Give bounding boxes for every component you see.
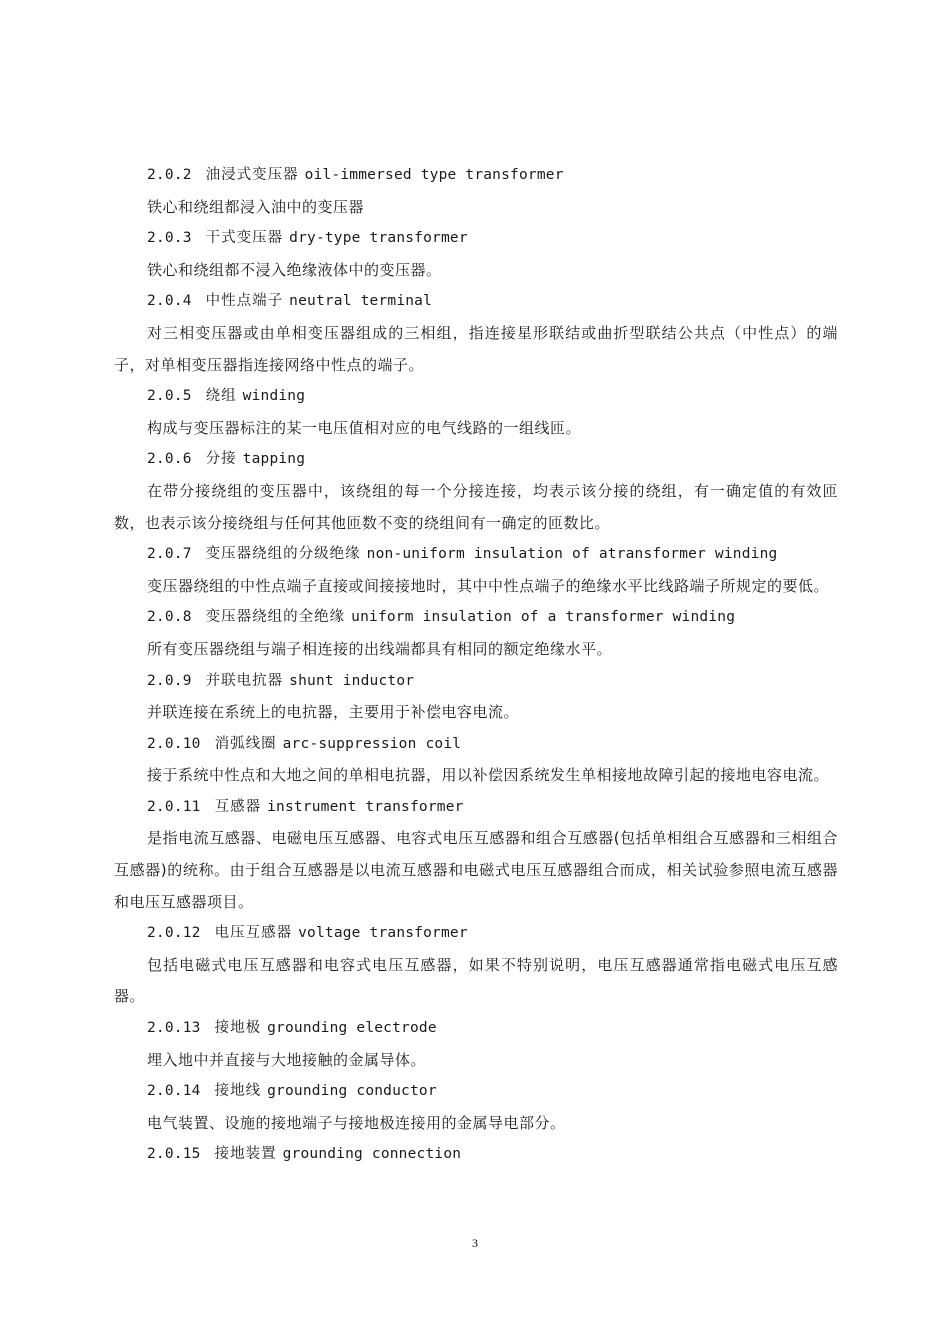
entry-heading-2-0-5 [114, 381, 838, 413]
entry-definition: 是指电流互感器、电磁电压互感器、电容式电压互感器和组合互感器(包括单相组合互感器和三相组合互感器)的统称。由于组合互感器是以电流互感器和电磁式电压互感器组合而成，相关试验参照电流互感器和电压互感器项目。 [114, 829, 838, 911]
entry-definition: 构成与变压器标注的某一电压值相对应的电气线路的一组线匝。 [147, 418, 582, 437]
entry-definition: 埋入地中并直接与大地接触的金属导体。 [147, 1050, 427, 1069]
entry-term-zh: 消弧线圈 [214, 735, 277, 752]
entry-heading-2-0-3 [114, 223, 838, 255]
entry-definition: 铁心和绕组都浸入油中的变压器 [147, 197, 365, 216]
entry-term-zh: 变压器绕组的分级绝缘 [205, 546, 361, 563]
entry-term-en: neutral terminal [289, 293, 433, 310]
entry-heading-2-0-12 [114, 918, 838, 950]
entry-term-en: tapping [242, 451, 306, 468]
entry-definition: 并联连接在系统上的电抗器，主要用于补偿电容电流。 [147, 703, 520, 722]
entry-term-en: grounding conductor [267, 1083, 437, 1100]
entry-term-en: dry-type transformer [289, 230, 468, 247]
entry-definition: 在带分接绕组的变压器中，该绕组的每一个分接连接，均表示该分接的绕组，有一确定值的有效匝数，也表示该分接绕组与任何其他匝数不变的绕组间有一确定的匝数比。 [114, 481, 838, 532]
entry-heading-2-0-11 [114, 792, 838, 824]
entry-term-en: instrument transformer [267, 798, 464, 815]
entry-definition: 所有变压器绕组与端子相连接的出线端都具有相同的额定绝缘水平。 [147, 639, 613, 658]
entry-term-en: grounding electrode [267, 1020, 437, 1037]
entry-number: 2.0.12 [147, 925, 201, 942]
entry-heading-2-0-10 [114, 729, 838, 761]
entry-heading-2-0-6 [114, 444, 838, 476]
entry-heading-2-0-7 [114, 539, 838, 571]
entry-number: 2.0.6 [147, 451, 192, 468]
entry-definition: 铁心和绕组都不浸入绝缘液体中的变压器。 [147, 260, 442, 279]
entry-term-zh: 接地线 [214, 1083, 262, 1100]
entry-term-en: voltage transformer [298, 925, 468, 942]
entry-term-zh: 电压互感器 [214, 925, 293, 942]
entry-number: 2.0.14 [147, 1083, 201, 1100]
entry-number: 2.0.2 [147, 167, 192, 183]
entry-number: 2.0.8 [147, 609, 192, 626]
entry-number: 2.0.11 [147, 798, 201, 815]
entry-heading-2-0-13 [114, 1013, 838, 1045]
term-definitions [114, 160, 838, 1171]
entry-term-en: non-uniform insulation of atransformer winding [366, 546, 778, 563]
entry-number: 2.0.13 [147, 1020, 201, 1037]
entry-term-en: oil-immersed type transformer [304, 167, 564, 183]
entry-term-zh: 干式变压器 [205, 230, 284, 247]
entry-heading-2-0-14 [114, 1076, 838, 1108]
entry-heading-2-0-15 [114, 1139, 838, 1171]
entry-term-zh: 接地装置 [214, 1146, 277, 1163]
entry-heading-2-0-9 [114, 666, 838, 698]
entry-term-zh: 油浸式变压器 [205, 167, 299, 183]
entry-term-zh: 并联电抗器 [205, 672, 284, 689]
page-number: 3 [472, 1236, 478, 1250]
entry-term-zh: 接地极 [214, 1020, 262, 1037]
entry-heading-2-0-2 [114, 160, 838, 192]
entry-term-en: shunt inductor [289, 672, 415, 689]
entry-definition: 包括电磁式电压互感器和电容式电压互感器，如果不特别说明，电压互感器通常指电磁式电压互感器。 [114, 955, 838, 1006]
entry-number: 2.0.9 [147, 672, 192, 689]
entry-term-zh: 分接 [205, 451, 237, 468]
entry-number: 2.0.10 [147, 735, 201, 752]
entry-number: 2.0.4 [147, 293, 192, 310]
entry-number: 2.0.3 [147, 230, 192, 247]
entry-heading-2-0-8 [114, 602, 838, 634]
entry-term-zh: 绕组 [205, 388, 237, 405]
entry-term-zh: 变压器绕组的全绝缘 [205, 609, 346, 626]
entry-term-zh: 中性点端子 [205, 293, 284, 310]
entry-definition: 变压器绕组的中性点端子直接或间接接地时，其中中性点端子的绝缘水平比线路端子所规定的要低。 [147, 576, 830, 595]
entry-definition: 电气装置、设施的接地端子与接地极连接用的金属导电部分。 [147, 1113, 566, 1132]
entry-number: 2.0.7 [147, 546, 192, 563]
entry-term-en: winding [242, 388, 306, 405]
entry-number: 2.0.15 [147, 1146, 201, 1163]
entry-term-en: grounding connection [282, 1146, 462, 1163]
entry-definition: 对三相变压器或由单相变压器组成的三相组，指连接星形联结或曲折型联结公共点（中性点）的端子，对单相变压器指连接网络中性点的端子。 [114, 323, 838, 374]
entry-term-zh: 互感器 [214, 798, 262, 815]
entry-term-en: arc-suppression coil [282, 735, 462, 752]
entry-number: 2.0.5 [147, 388, 192, 405]
entry-definition: 接于系统中性点和大地之间的单相电抗器，用以补偿因系统发生单相接地故障引起的接地电容电流。 [147, 766, 830, 785]
entry-term-en: uniform insulation of a transformer winding [351, 609, 736, 626]
entry-heading-2-0-4 [114, 286, 838, 318]
